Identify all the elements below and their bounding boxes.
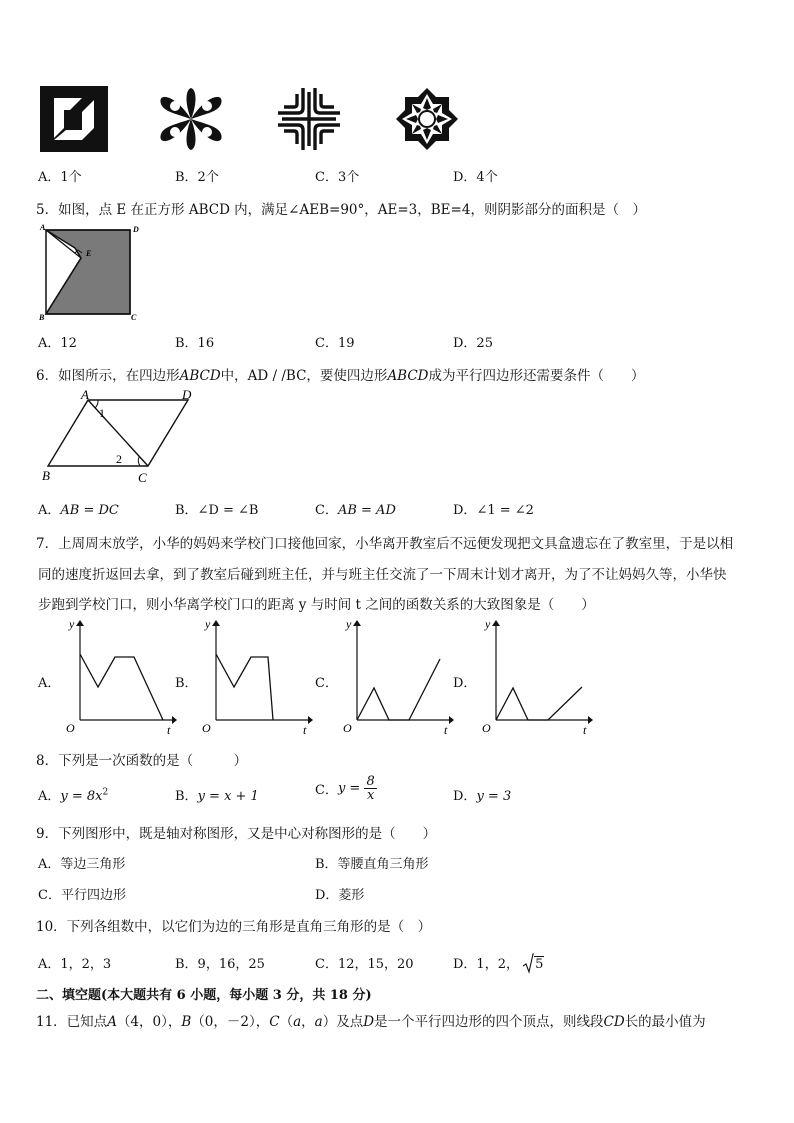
q5-stem: 5．如图，点 E 在正方形 ABCD 内，满足∠AEB=90°，AE=3，BE=4，则阴影部分的面积是（ ） [36,202,646,218]
q11-segment-cd: CD [603,1014,625,1030]
q7-stem-line-2: 同的速度折返回去拿，到了教室后碰到班主任，并与班主任交流了一下周末计划才离开，为了不让妈妈久等，小华快 [38,567,727,583]
square-spiral-icon [40,86,108,152]
q4-option-d[interactable]: D．4个 [453,170,498,185]
q8-option-c-numerator: 8 [366,774,375,789]
q6-label-c: C [138,470,147,485]
q10-option-b[interactable]: B．9，16，25 [175,957,265,972]
q6-option-d-math: ∠1 = ∠2 [476,503,534,518]
q6-option-b-math: ∠D = ∠B [197,503,259,518]
q5-option-c[interactable]: C．19 [315,336,355,351]
q5-label-b: B [39,313,45,322]
q9-option-c[interactable]: C．平行四边形 [38,888,126,903]
q6-option-d[interactable] [453,499,534,518]
q8-option-d-prefix: D． [453,789,477,804]
q6-option-c[interactable] [315,499,396,518]
q8-option-d[interactable] [453,785,511,804]
q7-graph-c-t-label: t [444,723,448,737]
q7-graph-a-t-label: t [167,723,171,737]
cross-lines-icon [276,86,342,152]
q11-stem [36,1010,706,1030]
q11-part-5: ， [301,1014,315,1030]
q8-option-b-math: y = x + 1 [197,789,259,804]
q6-option-a-math: AB = DC [60,503,119,518]
q8-stem: 8．下列是一次函数的是（ ） [36,753,248,769]
sqrt-icon [523,957,544,972]
q7-graph-c-origin-label: O [343,721,352,735]
q8-option-a-exponent: 2 [102,787,109,798]
q7-stem-line-1: 7．上周周末放学，小华的妈妈来学校门口接他回家，小华离开教室后不远便发现把文具盒遗忘在了教室里，于是以相 [36,536,734,552]
q7-graph-c-y-label: y [346,617,352,631]
q5-label-c: C [131,313,137,322]
q6-stem [36,364,645,384]
q11-point-d: D [363,1014,375,1030]
q5-option-b[interactable]: B．16 [175,336,215,351]
q6-option-c-math: AB = AD [337,503,396,518]
four-petal-knot-icon [155,84,227,154]
q8-option-d-math: y = 3 [476,789,512,804]
q8-option-a-prefix: A． [38,789,61,804]
q7-option-a-label[interactable]: A． [38,676,61,691]
q11-part-7: 是一个平行四边形的四个顶点，则线段 [374,1014,604,1030]
q4-option-c[interactable]: C．3个 [315,170,360,185]
q7-graph-a-y-label: y [69,617,75,631]
q11-point-c: C [269,1014,280,1030]
q5-label-e: E [86,249,92,258]
q10-option-c[interactable]: C．12，15，20 [315,957,414,972]
q7-graph-b-origin-label: O [202,721,211,735]
q4-option-b[interactable]: B．2个 [175,170,219,185]
q7-option-d-label[interactable]: D． [453,676,477,691]
q8-option-c-lhs: y = [337,781,361,796]
q6-label-b: B [42,468,50,483]
q6-abcd-1: ABCD [179,368,221,384]
q11-part-4: （ [279,1014,294,1030]
q6-stem-pre: 6．如图所示，在四边形 [36,368,180,384]
q8-option-a-math: y = 8x [60,789,103,804]
q8-option-c-denominator: x [366,788,375,803]
q9-option-a[interactable]: A．等边三角形 [38,857,126,872]
q8-option-a[interactable] [38,785,108,804]
q11-part-1: 11．已知点 [36,1014,108,1030]
q9-option-b[interactable]: B．等腰直角三角形 [315,857,429,872]
q6-option-b[interactable] [175,499,258,518]
q11-var-a-2: a [314,1014,323,1030]
q11-point-b: B [181,1014,192,1030]
q7-graph-d-t-label: t [583,723,587,737]
q10-option-a[interactable]: A．1，2，3 [38,957,112,972]
q11-var-a-1: a [293,1014,302,1030]
q9-option-d[interactable]: D．菱形 [315,888,365,903]
q5-label-a: A [40,223,46,232]
q6-option-a[interactable] [38,499,119,518]
q7-graph-d[interactable] [476,614,594,738]
q11-part-2: （4，0）， [116,1014,182,1030]
q11-part-8: 长的最小值为 [624,1014,706,1030]
q5-option-a[interactable]: A．12 [38,336,77,351]
q7-graph-b-y-label: y [205,617,211,631]
q7-option-b-label[interactable]: B． [175,676,198,691]
octagram-flower-icon [392,86,462,152]
q8-option-c-prefix: C． [315,783,338,798]
q11-point-a: A [107,1014,117,1030]
q6-stem-post: 成为平行四边形还需要条件（ ） [428,368,645,384]
q8-option-b-prefix: B． [175,789,198,804]
q11-part-3: （0，－2）， [191,1014,270,1030]
q5-square-figure [36,222,146,324]
q6-option-b-prefix: B． [175,503,198,518]
q10-option-d[interactable] [453,953,544,972]
q6-option-d-prefix: D． [453,503,477,518]
section-2-title: 二、填空题(本大题共有 6 小题，每小题 3 分，共 18 分) [36,988,372,1003]
q6-label-a: A [81,388,89,402]
q6-abcd-2: ABCD [387,368,429,384]
q5-option-d[interactable]: D．25 [453,336,493,351]
q10-option-d-sqrt-value: 5 [535,957,544,972]
q6-angle-1: 1 [99,406,105,420]
q8-option-c[interactable] [315,775,377,802]
q7-graph-d-y-label: y [485,617,491,631]
q7-graph-a[interactable] [60,614,178,738]
q10-option-d-text: D．1，2， [453,957,519,972]
q9-stem: 9．下列图形中，既是轴对称图形，又是中心对称图形的是（ ） [36,826,437,842]
q6-quadrilateral-figure [38,388,208,486]
q8-option-b[interactable] [175,785,259,804]
q8-option-c-fraction [364,775,376,802]
q6-option-a-prefix: A． [38,503,61,518]
q6-option-c-prefix: C． [315,503,338,518]
q7-graph-a-origin-label: O [66,721,75,735]
q7-option-c-label[interactable]: C． [315,676,338,691]
q7-graph-c[interactable] [337,614,455,738]
q5-label-d: D [133,225,139,234]
q7-graph-b[interactable] [196,614,314,738]
q6-label-d: D [182,388,192,402]
q11-part-6: ）及点 [322,1014,364,1030]
q4-option-a[interactable]: A．1个 [38,170,82,185]
q7-graph-b-t-label: t [303,723,307,737]
q6-stem-mid: 中，AD / /BC，要使四边形 [220,368,388,384]
q7-graph-d-origin-label: O [482,721,491,735]
q7-stem-line-3: 步跑到学校门口，则小华离学校门口的距离 y 与时间 t 之间的函数关系的大致图象是（ ） [38,597,595,613]
q10-stem: 10．下列各组数中，以它们为边的三角形是直角三角形的是（ ） [36,919,432,935]
q6-angle-2: 2 [116,452,122,466]
